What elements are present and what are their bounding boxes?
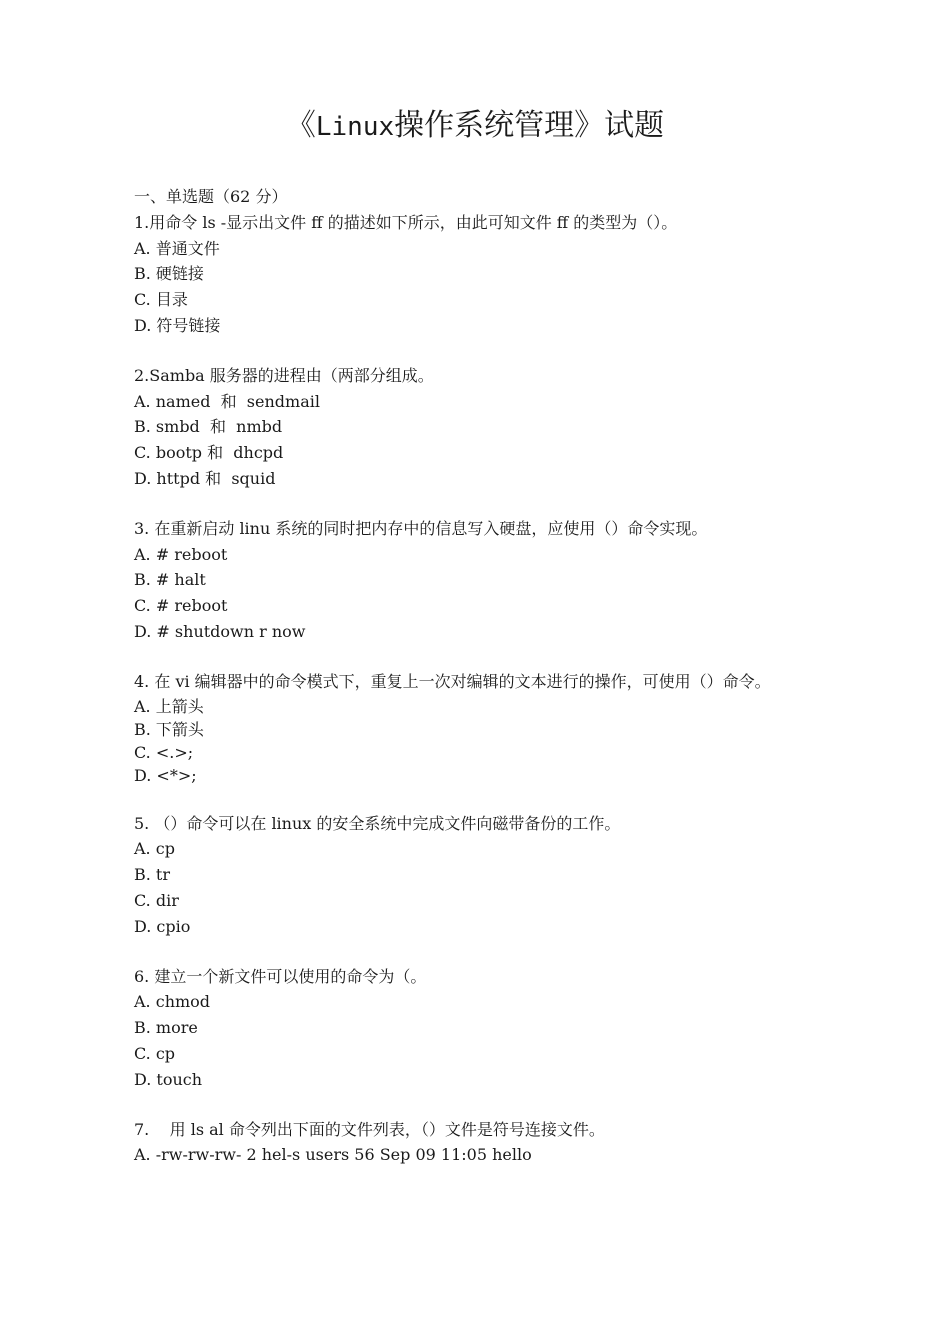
option-d: D. # shutdown r now bbox=[134, 621, 306, 641]
option-a: A. -rw-rw-rw- 2 hel-s users 56 Sep 09 11:05 hello bbox=[134, 1145, 532, 1165]
question-text: 7. 用 ls al 命令列出下面的文件列表，（）文件是符号连接文件。 bbox=[134, 1119, 605, 1139]
option-c: C. dir bbox=[134, 890, 179, 910]
option-c: C. bootp 和 dhcpd bbox=[134, 443, 284, 463]
option-a: A. chmod bbox=[134, 992, 211, 1012]
question-4 bbox=[134, 669, 824, 787]
option-a: A. 普通文件 bbox=[134, 238, 220, 258]
question-3 bbox=[134, 516, 824, 645]
question-text: 4. 在 vi 编辑器中的命令模式下，重复上一次对编辑的文本进行的操作，可使用（）命令。 bbox=[134, 671, 771, 691]
option-list bbox=[134, 542, 824, 645]
option-a: A. # reboot bbox=[134, 544, 228, 564]
document-title-prefix: 《 bbox=[285, 108, 316, 143]
option-b: B. 硬链接 bbox=[134, 264, 204, 284]
document-title bbox=[0, 104, 950, 149]
option-c: C. 目录 bbox=[134, 290, 188, 310]
option-list bbox=[134, 236, 824, 339]
section-heading: 一、单选题（62 分） bbox=[134, 187, 288, 206]
option-c: C. # reboot bbox=[134, 596, 228, 616]
document-title-suffix: 操作系统管理》试题 bbox=[394, 108, 665, 143]
document-body bbox=[134, 184, 824, 1192]
question-text: 1.用命令 ls -显示出文件 ff 的描述如下所示，由此可知文件 ff 的类型为（）。 bbox=[134, 212, 678, 232]
option-b: B. smbd 和 nmbd bbox=[134, 417, 283, 437]
option-list bbox=[134, 695, 824, 787]
question-text: 5. （）命令可以在 linux 的安全系统中完成文件向磁带备份的工作。 bbox=[134, 813, 621, 833]
option-b: B. 下箭头 bbox=[134, 719, 204, 739]
option-list bbox=[134, 836, 824, 939]
option-a: A. cp bbox=[134, 839, 175, 859]
option-b: B. more bbox=[134, 1018, 198, 1038]
question-text: 3. 在重新启动 linu 系统的同时把内存中的信息写入硬盘，应使用（）命令实现。 bbox=[134, 518, 708, 538]
question-1 bbox=[134, 210, 824, 339]
document-title-latin: Linux bbox=[315, 112, 395, 142]
option-list bbox=[134, 389, 824, 492]
option-a: A. named 和 sendmail bbox=[134, 391, 320, 411]
question-7 bbox=[134, 1117, 824, 1169]
question-text: 2.Samba 服务器的进程由（两部分组成。 bbox=[134, 365, 434, 385]
question-5 bbox=[134, 811, 824, 940]
question-text: 6. 建立一个新文件可以使用的命令为（。 bbox=[134, 966, 427, 986]
option-d: D. cpio bbox=[134, 916, 191, 936]
option-d: D. httpd 和 squid bbox=[134, 468, 276, 488]
option-d: D. <*>; bbox=[134, 765, 197, 785]
option-d: D. touch bbox=[134, 1069, 203, 1089]
option-b: B. tr bbox=[134, 865, 171, 885]
option-b: B. # halt bbox=[134, 570, 206, 590]
option-c: C. cp bbox=[134, 1043, 176, 1063]
question-2 bbox=[134, 363, 824, 492]
question-6 bbox=[134, 964, 824, 1093]
option-a: A. 上箭头 bbox=[134, 696, 204, 716]
option-list bbox=[134, 1142, 824, 1168]
option-list bbox=[134, 989, 824, 1092]
option-c: C. <.>; bbox=[134, 742, 194, 762]
option-d: D. 符号链接 bbox=[134, 315, 221, 335]
